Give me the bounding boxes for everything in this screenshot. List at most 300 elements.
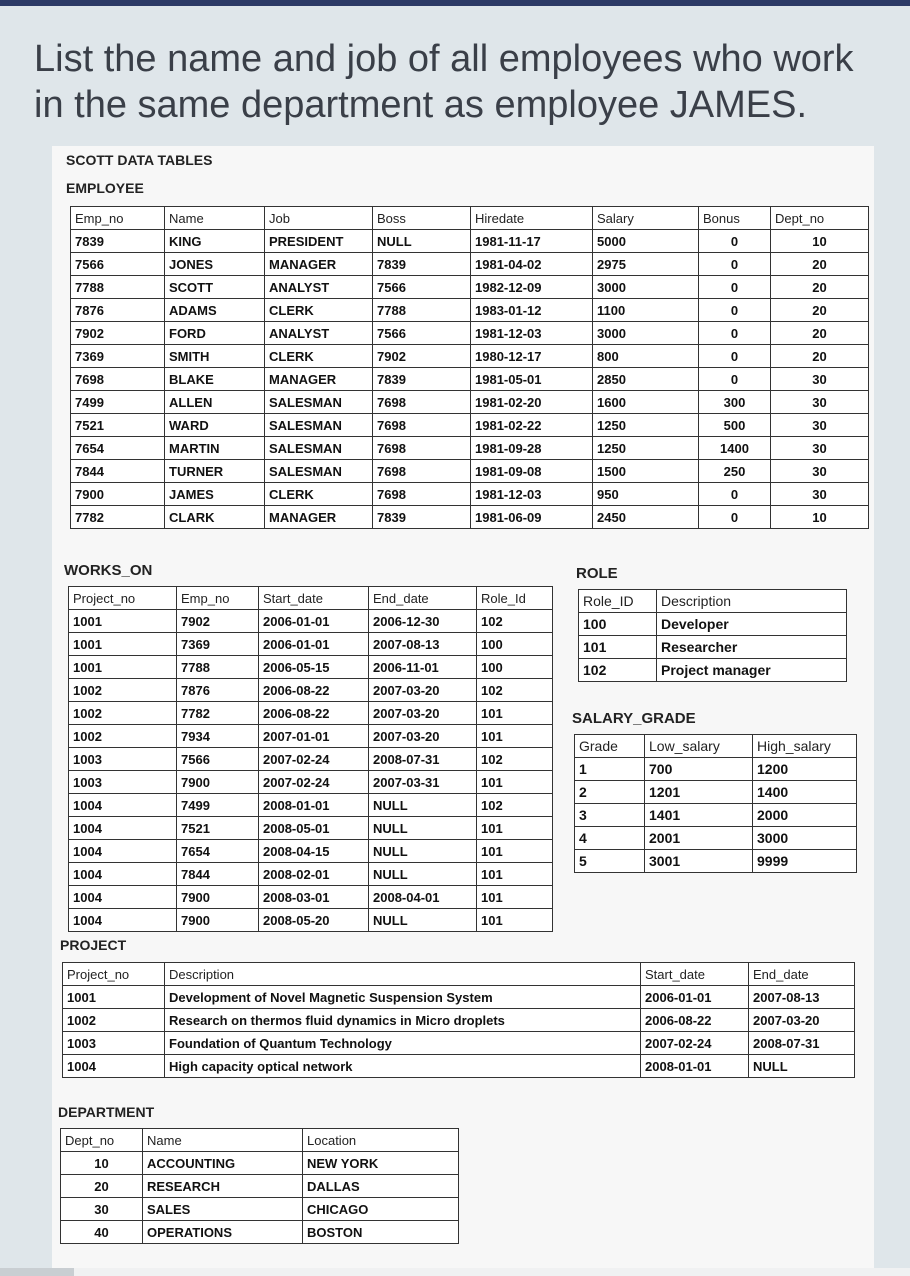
- works-on-header: [69, 587, 553, 610]
- table-cell: 10: [771, 230, 869, 253]
- table-cell: 7839: [373, 506, 471, 529]
- table-cell: 2008-04-15: [259, 840, 369, 863]
- table-cell: NULL: [373, 230, 471, 253]
- employee-col-header: Bonus: [699, 207, 771, 230]
- table-cell: 700: [645, 758, 753, 781]
- table-row: [71, 322, 869, 345]
- salary-grade-body: [575, 758, 857, 873]
- role-col-header: Role_ID: [579, 590, 657, 613]
- role-col-header: Description: [657, 590, 847, 613]
- table-cell: ADAMS: [165, 299, 265, 322]
- doc-title: SCOTT DATA TABLES: [66, 152, 213, 168]
- table-cell: 3000: [753, 827, 857, 850]
- table-cell: 7782: [71, 506, 165, 529]
- bottom-edge: [0, 1268, 910, 1276]
- table-row: [69, 656, 553, 679]
- table-cell: 1001: [69, 610, 177, 633]
- table-cell: 0: [699, 368, 771, 391]
- table-cell: 7654: [177, 840, 259, 863]
- table-cell: 20: [771, 253, 869, 276]
- table-row: [575, 850, 857, 873]
- table-cell: 7566: [71, 253, 165, 276]
- table-cell: ANALYST: [265, 276, 373, 299]
- table-row: [63, 986, 855, 1009]
- table-row: [69, 702, 553, 725]
- works-on-col-header: Role_Id: [477, 587, 553, 610]
- table-cell: 7788: [71, 276, 165, 299]
- table-cell: 7369: [71, 345, 165, 368]
- table-cell: 0: [699, 506, 771, 529]
- project-col-header: Start_date: [641, 963, 749, 986]
- table-cell: 2006-08-22: [259, 679, 369, 702]
- table-cell: 30: [61, 1198, 143, 1221]
- salary-grade-table: [574, 734, 857, 873]
- employee-table: [70, 206, 869, 529]
- employee-col-header: Dept_no: [771, 207, 869, 230]
- table-cell: 1981-12-03: [471, 322, 593, 345]
- table-cell: 1200: [753, 758, 857, 781]
- table-cell: 7698: [373, 414, 471, 437]
- table-cell: 7788: [373, 299, 471, 322]
- table-row: [69, 610, 553, 633]
- table-cell: 2007-02-24: [641, 1032, 749, 1055]
- table-cell: RESEARCH: [143, 1175, 303, 1198]
- table-cell: KING: [165, 230, 265, 253]
- table-cell: 1981-09-28: [471, 437, 593, 460]
- table-cell: 2008-04-01: [369, 886, 477, 909]
- table-cell: 1983-01-12: [471, 299, 593, 322]
- salary-grade-header: [575, 735, 857, 758]
- table-cell: 2975: [593, 253, 699, 276]
- table-cell: 250: [699, 460, 771, 483]
- table-cell: ANALYST: [265, 322, 373, 345]
- table-cell: CHICAGO: [303, 1198, 459, 1221]
- table-cell: 7566: [177, 748, 259, 771]
- table-row: [71, 483, 869, 506]
- table-cell: 1002: [69, 702, 177, 725]
- salary-grade-col-header: Low_salary: [645, 735, 753, 758]
- table-cell: 1003: [69, 771, 177, 794]
- table-cell: 2007-03-20: [369, 725, 477, 748]
- table-cell: JAMES: [165, 483, 265, 506]
- table-cell: 1981-05-01: [471, 368, 593, 391]
- question-text: List the name and job of all employees who work in the same department as employee JAMES.: [34, 38, 854, 126]
- project-table: [62, 962, 855, 1078]
- table-cell: TURNER: [165, 460, 265, 483]
- department-table: [60, 1128, 459, 1244]
- table-row: [69, 771, 553, 794]
- table-cell: 2008-05-20: [259, 909, 369, 932]
- employee-col-header: Job: [265, 207, 373, 230]
- table-cell: 2007-01-01: [259, 725, 369, 748]
- project-header: [63, 963, 855, 986]
- table-cell: 101: [477, 886, 553, 909]
- table-cell: 0: [699, 322, 771, 345]
- table-cell: 0: [699, 299, 771, 322]
- table-cell: 7900: [177, 771, 259, 794]
- table-cell: 100: [477, 656, 553, 679]
- table-cell: SALESMAN: [265, 437, 373, 460]
- table-cell: 7900: [177, 886, 259, 909]
- table-cell: 2850: [593, 368, 699, 391]
- table-cell: SALESMAN: [265, 391, 373, 414]
- table-cell: 30: [771, 368, 869, 391]
- table-cell: ALLEN: [165, 391, 265, 414]
- table-cell: Researcher: [657, 636, 847, 659]
- table-cell: 1004: [63, 1055, 165, 1078]
- table-row: [71, 345, 869, 368]
- table-cell: 7521: [177, 817, 259, 840]
- table-row: [69, 679, 553, 702]
- table-cell: 2008-07-31: [369, 748, 477, 771]
- works-on-col-header: Start_date: [259, 587, 369, 610]
- table-cell: 2450: [593, 506, 699, 529]
- table-row: [71, 506, 869, 529]
- table-cell: 5000: [593, 230, 699, 253]
- table-cell: 2001: [645, 827, 753, 850]
- project-col-header: Description: [165, 963, 641, 986]
- table-cell: 7844: [71, 460, 165, 483]
- table-cell: 102: [477, 794, 553, 817]
- table-cell: 1004: [69, 863, 177, 886]
- table-cell: 1600: [593, 391, 699, 414]
- department-title: DEPARTMENT: [58, 1104, 155, 1120]
- table-cell: 1981-06-09: [471, 506, 593, 529]
- table-cell: JONES: [165, 253, 265, 276]
- table-row: [69, 886, 553, 909]
- table-cell: 1004: [69, 840, 177, 863]
- table-cell: 1400: [753, 781, 857, 804]
- department-header: [61, 1129, 459, 1152]
- table-cell: ACCOUNTING: [143, 1152, 303, 1175]
- table-cell: PRESIDENT: [265, 230, 373, 253]
- table-cell: CLERK: [265, 345, 373, 368]
- table-cell: 10: [771, 506, 869, 529]
- table-cell: SALESMAN: [265, 460, 373, 483]
- table-row: [71, 437, 869, 460]
- table-cell: 1004: [69, 909, 177, 932]
- table-cell: 2007-08-13: [749, 986, 855, 1009]
- table-row: [61, 1221, 459, 1244]
- employee-col-header: Hiredate: [471, 207, 593, 230]
- table-cell: 101: [477, 725, 553, 748]
- table-row: [69, 863, 553, 886]
- table-cell: 3001: [645, 850, 753, 873]
- table-cell: 1400: [699, 437, 771, 460]
- table-cell: 102: [579, 659, 657, 682]
- table-cell: 300: [699, 391, 771, 414]
- table-cell: 3000: [593, 322, 699, 345]
- table-row: [71, 299, 869, 322]
- table-row: [69, 909, 553, 932]
- table-cell: 2007-03-20: [369, 702, 477, 725]
- table-cell: 7844: [177, 863, 259, 886]
- works-on-table: [68, 586, 553, 932]
- table-cell: 7902: [71, 322, 165, 345]
- table-cell: 1001: [63, 986, 165, 1009]
- works-on-col-header: End_date: [369, 587, 477, 610]
- table-cell: 2007-02-24: [259, 748, 369, 771]
- table-cell: 2006-05-15: [259, 656, 369, 679]
- table-cell: OPERATIONS: [143, 1221, 303, 1244]
- role-body: [579, 613, 847, 682]
- table-cell: CLERK: [265, 483, 373, 506]
- table-cell: 0: [699, 483, 771, 506]
- table-cell: 2008-05-01: [259, 817, 369, 840]
- table-cell: SALESMAN: [265, 414, 373, 437]
- table-cell: 1100: [593, 299, 699, 322]
- table-cell: NULL: [749, 1055, 855, 1078]
- table-cell: 9999: [753, 850, 857, 873]
- table-cell: 101: [477, 909, 553, 932]
- salary-grade-col-header: Grade: [575, 735, 645, 758]
- table-row: [61, 1198, 459, 1221]
- table-cell: Project manager: [657, 659, 847, 682]
- table-cell: 30: [771, 414, 869, 437]
- table-cell: 800: [593, 345, 699, 368]
- table-cell: 7698: [373, 460, 471, 483]
- table-cell: 0: [699, 276, 771, 299]
- employee-col-header: Boss: [373, 207, 471, 230]
- table-cell: 2006-01-01: [259, 633, 369, 656]
- table-cell: NULL: [369, 794, 477, 817]
- table-cell: 101: [477, 702, 553, 725]
- table-cell: 1004: [69, 794, 177, 817]
- table-cell: 101: [477, 863, 553, 886]
- table-cell: DALLAS: [303, 1175, 459, 1198]
- table-row: [63, 1009, 855, 1032]
- table-cell: SALES: [143, 1198, 303, 1221]
- table-cell: 2006-12-30: [369, 610, 477, 633]
- table-row: [71, 230, 869, 253]
- table-cell: Research on thermos fluid dynamics in Micro droplets: [165, 1009, 641, 1032]
- table-cell: 2006-01-01: [641, 986, 749, 1009]
- table-cell: 7900: [71, 483, 165, 506]
- table-cell: 101: [477, 817, 553, 840]
- table-cell: 7369: [177, 633, 259, 656]
- table-cell: 20: [61, 1175, 143, 1198]
- table-cell: 1003: [63, 1032, 165, 1055]
- table-row: [69, 794, 553, 817]
- table-cell: 1201: [645, 781, 753, 804]
- table-row: [71, 276, 869, 299]
- department-col-header: Dept_no: [61, 1129, 143, 1152]
- table-row: [71, 253, 869, 276]
- table-row: [71, 391, 869, 414]
- role-table: [578, 589, 847, 682]
- table-cell: 3000: [593, 276, 699, 299]
- table-row: [575, 827, 857, 850]
- table-row: [69, 840, 553, 863]
- table-cell: 7788: [177, 656, 259, 679]
- table-cell: 2006-08-22: [641, 1009, 749, 1032]
- employee-col-header: Emp_no: [71, 207, 165, 230]
- table-cell: WARD: [165, 414, 265, 437]
- salary-grade-col-header: High_salary: [753, 735, 857, 758]
- table-cell: 101: [477, 771, 553, 794]
- table-cell: 7698: [373, 437, 471, 460]
- table-cell: 20: [771, 276, 869, 299]
- works-on-title: WORKS_ON: [64, 562, 153, 579]
- table-cell: MARTIN: [165, 437, 265, 460]
- table-cell: 7499: [177, 794, 259, 817]
- table-cell: 1004: [69, 886, 177, 909]
- table-cell: 2008-01-01: [641, 1055, 749, 1078]
- table-cell: High capacity optical network: [165, 1055, 641, 1078]
- table-cell: 7902: [373, 345, 471, 368]
- table-cell: 1980-12-17: [471, 345, 593, 368]
- table-row: [579, 636, 847, 659]
- table-cell: 5: [575, 850, 645, 873]
- table-cell: 2008-07-31: [749, 1032, 855, 1055]
- table-cell: 101: [579, 636, 657, 659]
- table-cell: 7566: [373, 276, 471, 299]
- table-cell: 1401: [645, 804, 753, 827]
- employee-header: [71, 207, 869, 230]
- table-cell: 30: [771, 437, 869, 460]
- table-cell: 102: [477, 610, 553, 633]
- table-cell: 4: [575, 827, 645, 850]
- table-cell: 7902: [177, 610, 259, 633]
- table-cell: Foundation of Quantum Technology: [165, 1032, 641, 1055]
- table-cell: 20: [771, 299, 869, 322]
- table-cell: 7521: [71, 414, 165, 437]
- table-cell: 101: [477, 840, 553, 863]
- table-cell: 7698: [71, 368, 165, 391]
- table-cell: 1002: [63, 1009, 165, 1032]
- table-cell: 7876: [71, 299, 165, 322]
- table-cell: 1002: [69, 679, 177, 702]
- table-row: [579, 613, 847, 636]
- table-cell: 7782: [177, 702, 259, 725]
- table-cell: 100: [477, 633, 553, 656]
- works-on-col-header: Emp_no: [177, 587, 259, 610]
- table-cell: 1981-11-17: [471, 230, 593, 253]
- table-row: [63, 1055, 855, 1078]
- table-row: [69, 748, 553, 771]
- table-cell: 102: [477, 679, 553, 702]
- table-cell: 1250: [593, 437, 699, 460]
- table-cell: 2008-03-01: [259, 886, 369, 909]
- table-cell: MANAGER: [265, 253, 373, 276]
- table-row: [575, 804, 857, 827]
- table-cell: 0: [699, 345, 771, 368]
- table-cell: 2008-02-01: [259, 863, 369, 886]
- table-cell: 7839: [373, 253, 471, 276]
- project-body: [63, 986, 855, 1078]
- table-cell: Development of Novel Magnetic Suspension System: [165, 986, 641, 1009]
- works-on-body: [69, 610, 553, 932]
- table-cell: 1004: [69, 817, 177, 840]
- department-col-header: Name: [143, 1129, 303, 1152]
- department-body: [61, 1152, 459, 1244]
- table-cell: SCOTT: [165, 276, 265, 299]
- table-cell: Developer: [657, 613, 847, 636]
- table-cell: NULL: [369, 863, 477, 886]
- table-cell: 1981-02-20: [471, 391, 593, 414]
- role-header: [579, 590, 847, 613]
- table-cell: 0: [699, 253, 771, 276]
- table-row: [579, 659, 847, 682]
- table-cell: 30: [771, 460, 869, 483]
- employee-col-header: Name: [165, 207, 265, 230]
- table-cell: MANAGER: [265, 368, 373, 391]
- table-cell: MANAGER: [265, 506, 373, 529]
- bottom-tab: [0, 1268, 74, 1276]
- table-cell: 1981-02-22: [471, 414, 593, 437]
- role-title: ROLE: [576, 565, 618, 582]
- table-row: [71, 460, 869, 483]
- table-cell: 7654: [71, 437, 165, 460]
- table-row: [71, 414, 869, 437]
- table-cell: NULL: [369, 909, 477, 932]
- table-cell: 7839: [373, 368, 471, 391]
- employee-col-header: Salary: [593, 207, 699, 230]
- table-cell: 2007-02-24: [259, 771, 369, 794]
- table-cell: SMITH: [165, 345, 265, 368]
- table-cell: 1001: [69, 656, 177, 679]
- table-cell: 1982-12-09: [471, 276, 593, 299]
- table-cell: CLERK: [265, 299, 373, 322]
- table-cell: 2006-01-01: [259, 610, 369, 633]
- table-cell: 2006-11-01: [369, 656, 477, 679]
- table-cell: 1: [575, 758, 645, 781]
- table-cell: 7566: [373, 322, 471, 345]
- table-cell: 20: [771, 322, 869, 345]
- table-cell: 2: [575, 781, 645, 804]
- table-cell: 7934: [177, 725, 259, 748]
- salary-grade-title: SALARY_GRADE: [572, 710, 696, 727]
- table-cell: 1003: [69, 748, 177, 771]
- table-cell: 2007-03-31: [369, 771, 477, 794]
- table-cell: 2006-08-22: [259, 702, 369, 725]
- table-cell: 10: [61, 1152, 143, 1175]
- table-row: [63, 1032, 855, 1055]
- table-row: [575, 781, 857, 804]
- table-cell: 1981-12-03: [471, 483, 593, 506]
- table-cell: CLARK: [165, 506, 265, 529]
- table-cell: 2007-08-13: [369, 633, 477, 656]
- table-cell: FORD: [165, 322, 265, 345]
- table-cell: 102: [477, 748, 553, 771]
- table-row: [69, 817, 553, 840]
- table-cell: 7698: [373, 391, 471, 414]
- table-cell: 20: [771, 345, 869, 368]
- table-cell: 1001: [69, 633, 177, 656]
- table-cell: 7499: [71, 391, 165, 414]
- employee-title: EMPLOYEE: [66, 180, 144, 196]
- table-cell: 1500: [593, 460, 699, 483]
- project-col-header: End_date: [749, 963, 855, 986]
- table-cell: 3: [575, 804, 645, 827]
- table-row: [61, 1175, 459, 1198]
- department-col-header: Location: [303, 1129, 459, 1152]
- project-title: PROJECT: [60, 937, 127, 953]
- table-cell: 7839: [71, 230, 165, 253]
- table-row: [61, 1152, 459, 1175]
- table-row: [69, 725, 553, 748]
- table-cell: BLAKE: [165, 368, 265, 391]
- works-on-col-header: Project_no: [69, 587, 177, 610]
- table-cell: 0: [699, 230, 771, 253]
- table-cell: 30: [771, 391, 869, 414]
- table-cell: BOSTON: [303, 1221, 459, 1244]
- table-cell: NEW YORK: [303, 1152, 459, 1175]
- table-row: [71, 368, 869, 391]
- table-cell: NULL: [369, 840, 477, 863]
- table-cell: 1250: [593, 414, 699, 437]
- project-col-header: Project_no: [63, 963, 165, 986]
